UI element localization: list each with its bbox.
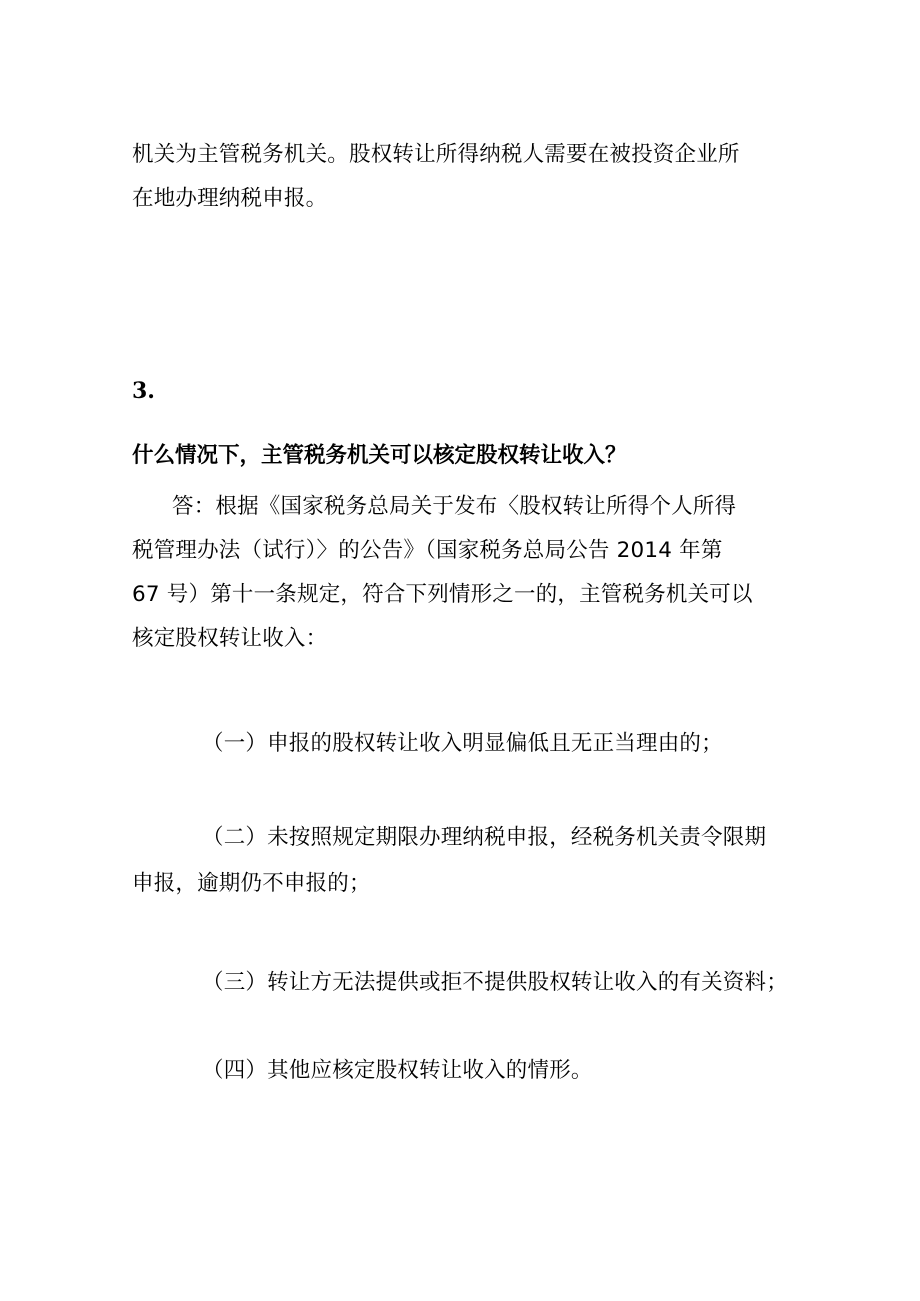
list-item-line: （一）申报的股权转让收入明显偏低且无正当理由的；: [202, 731, 723, 756]
answer-line: 答：根据《国家税务总局关于发布〈股权转让所得个人所得: [172, 494, 737, 519]
answer-line: 税管理办法（试行）〉的公告》（国家税务总局公告 2014 年第: [132, 538, 723, 563]
list-item-1: [132, 721, 797, 767]
list-item-line: （四）其他应核定股权转让收入的情形。: [202, 1058, 593, 1083]
answer-line: 核定股权转让收入：: [132, 626, 328, 651]
list-item-line: （二）未按照规定期限办理纳税申报，经税务机关责令限期: [202, 825, 767, 850]
intro-line: 机关为主管税务机关。股权转让所得纳税人需要在被投资企业所: [132, 142, 740, 167]
answer-paragraph: [132, 485, 797, 661]
question-heading: 什么情况下，主管税务机关可以核定股权转让收入？: [132, 443, 627, 468]
intro-line: 在地办理纳税申报。: [132, 186, 328, 211]
list-item-4: [132, 1048, 797, 1094]
list-item-2: [132, 815, 797, 907]
answer-line: 67 号）第十一条规定，符合下列情形之一的，主管税务机关可以: [132, 582, 753, 607]
intro-paragraph: [132, 133, 797, 221]
list-item-line: （三）转让方无法提供或拒不提供股权转让收入的有关资料；: [202, 970, 788, 995]
list-item-3: [132, 960, 797, 1006]
list-item-line: 申报，逾期仍不申报的；: [132, 871, 371, 896]
section-number: 3.: [132, 378, 155, 404]
